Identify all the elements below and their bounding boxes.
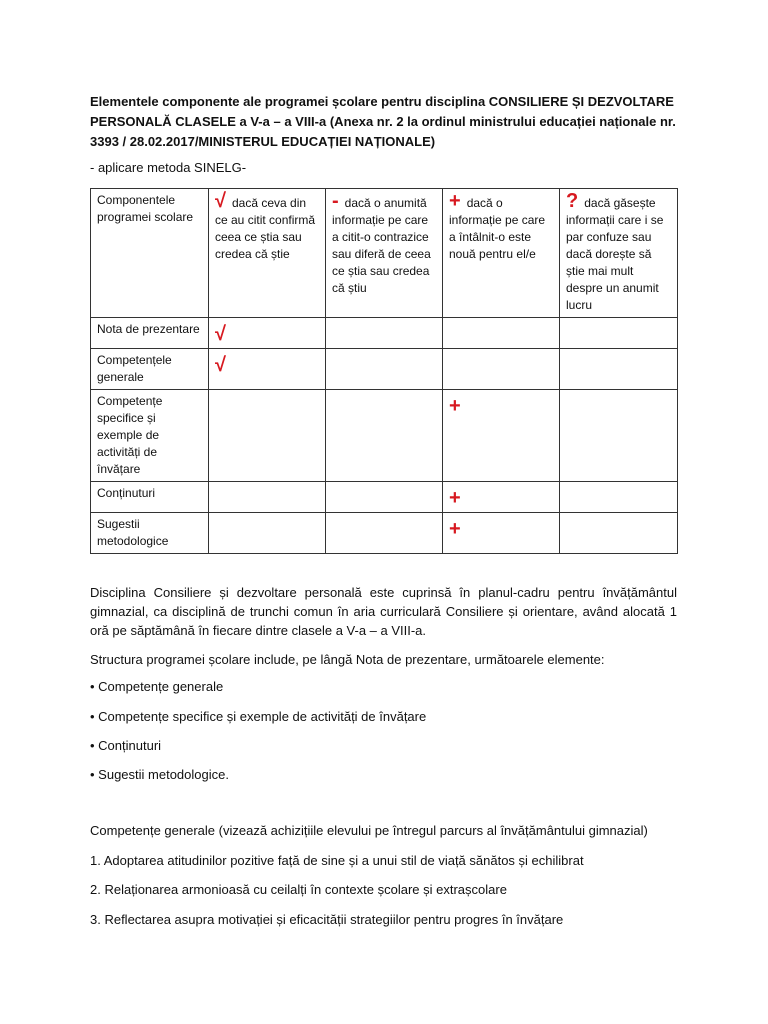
row-label: Competențe specifice și exemple de activități de învățare [91, 390, 209, 482]
table-row [91, 318, 678, 349]
header-cell-new [443, 189, 560, 318]
intro-tail: (Anexa nr. 2 la ordinul ministrului educației naționale nr. 3393 / 28.02.2017/MINISTERUL EDUCAȚIEI NAȚIONALE) [90, 114, 676, 149]
intro-lead: Elementele componente ale programei școlare pentru disciplina [90, 94, 489, 109]
header-cell-components [91, 189, 209, 318]
mark-cell [326, 482, 443, 513]
row-label: Nota de prezentare [91, 318, 209, 349]
competence-item: 1. Adoptarea atitudinilor pozitive față de sine și a unui stil de viață sănătos și echilibrat [90, 853, 584, 868]
header-text: dacă găsește informații care i se par confuze sau dacă dorește să știe mai mult despre un anumit lucru [566, 196, 664, 312]
table-row [91, 482, 678, 513]
header-text: dacă ceva din ce au citit confirmă ceea ce știa sau credea că știe [215, 196, 316, 261]
row-label: Sugestii metodologice [91, 513, 209, 554]
check-mark-icon: √ [215, 354, 226, 376]
bullet-item: • Sugestii metodologice. [90, 767, 229, 782]
header-cell-contradict [326, 189, 443, 318]
header-text: dacă o anumită informație pe care a citit-o contrazice sau diferă de ceea ce știa sau credea că știu [332, 196, 431, 295]
plus-mark-icon: + [449, 518, 461, 540]
discipline-paragraph: Disciplina Consiliere și dezvoltare personală este cuprinsă în planul-cadru pentru învățământul gimnazial, ca disciplină de trunchi comun în aria curriculară Consiliere și orientare, având alocată 1 oră pe săptămână în fiecare dintre clasele a V-a – a VIII-a. [90, 585, 677, 638]
mark-cell [209, 318, 326, 349]
header-cell-confirm [209, 189, 326, 318]
bullet-item: • Competențe specifice și exemple de activități de învățare [90, 709, 427, 724]
mark-cell [209, 513, 326, 554]
sinelg-table [90, 188, 678, 554]
mark-cell [443, 513, 560, 554]
mark-cell [560, 513, 678, 554]
bullet-item: • Conținuturi [90, 738, 162, 753]
mark-cell [443, 349, 560, 390]
row-label: Conținuturi [91, 482, 209, 513]
table-row [91, 349, 678, 390]
row-label: Competențele generale [91, 349, 209, 390]
check-mark-icon: √ [215, 190, 226, 212]
general-competences-heading: Competențe generale (vizează achizițiile elevului pe întregul parcurs al învățământului gimnazial) [90, 823, 648, 838]
competence-item: 2. Relaționarea armonioasă cu ceilalți în contexte școlare și extrașcolare [90, 882, 507, 897]
structure-paragraph: Structura programei școlare include, pe lângă Nota de prezentare, următoarele elemente: [90, 652, 605, 667]
mark-cell [326, 318, 443, 349]
mark-cell [560, 482, 678, 513]
plus-mark-icon: + [449, 190, 461, 212]
check-mark-icon: √ [215, 323, 226, 345]
method-line: - aplicare metoda SINELG- [90, 160, 247, 175]
mark-cell [326, 349, 443, 390]
mark-cell [209, 482, 326, 513]
minus-mark-icon: - [332, 190, 339, 212]
mark-cell [326, 390, 443, 482]
competence-item: 3. Reflectarea asupra motivației și eficacității strategiilor pentru progres în învățare [90, 912, 564, 927]
plus-mark-icon: + [449, 395, 461, 417]
intro-subject: CONSILIERE ȘI DEZVOLTARE PERSONALĂ CLASELE a V-a – a VIII-a [90, 94, 674, 129]
mark-cell [560, 349, 678, 390]
mark-cell [560, 390, 678, 482]
table-header-row [91, 189, 678, 318]
table-row [91, 513, 678, 554]
mark-cell [209, 349, 326, 390]
header-cell-confusing [560, 189, 678, 318]
mark-cell [443, 318, 560, 349]
header-text: dacă o informație pe care a întâlnit-o este nouă pentru el/e [449, 196, 546, 261]
header-text: Componentele programei scolare [97, 193, 194, 224]
intro-title [90, 92, 680, 152]
question-mark-icon: ? [566, 190, 579, 212]
mark-cell [209, 390, 326, 482]
mark-cell [560, 318, 678, 349]
mark-cell [326, 513, 443, 554]
table-row [91, 390, 678, 482]
plus-mark-icon: + [449, 487, 461, 509]
mark-cell [443, 390, 560, 482]
mark-cell [443, 482, 560, 513]
bullet-item: • Competențe generale [90, 679, 224, 694]
